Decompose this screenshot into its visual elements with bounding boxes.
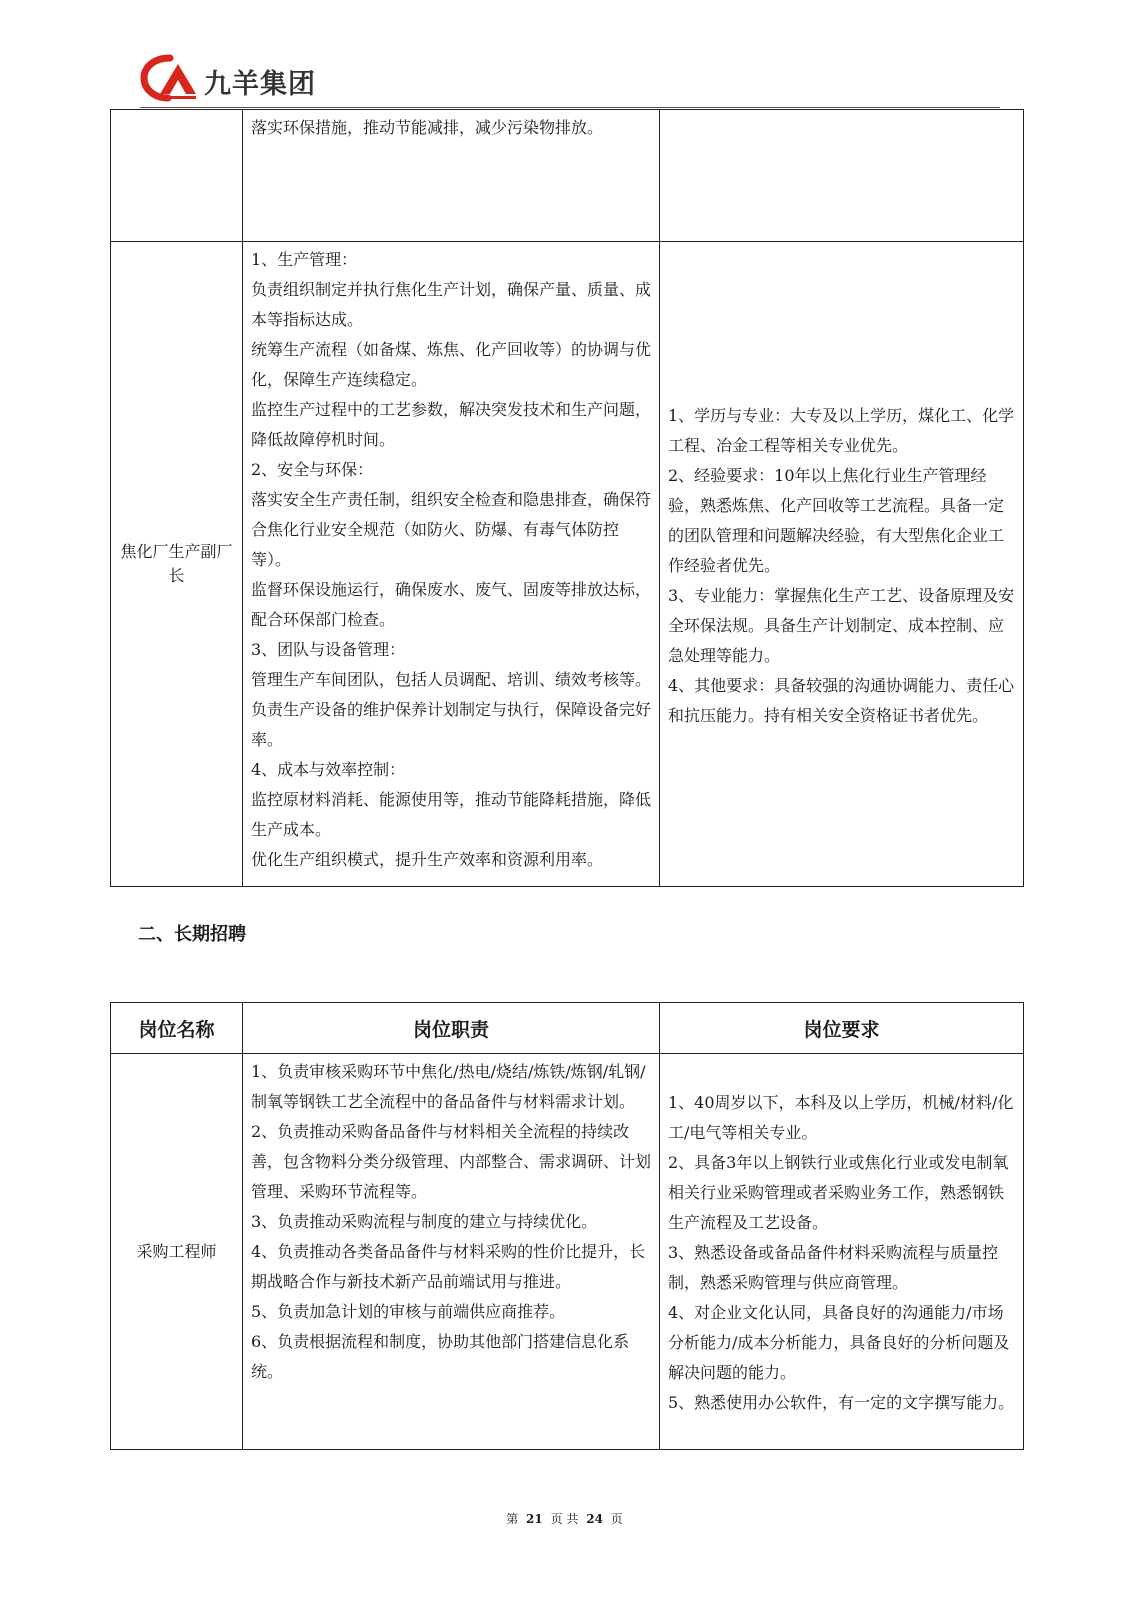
- table-row: [111, 242, 1024, 887]
- table-header-row: [111, 1003, 1024, 1054]
- section-title: 二、长期招聘: [138, 924, 246, 945]
- footer-mid: 页 共: [550, 1512, 579, 1526]
- requirement-line: 4、其他要求：具备较强的沟通协调能力、责任心和抗压能力。持有相关安全资格证书者优先。: [668, 675, 1015, 725]
- duty-line: 优化生产组织模式，提升生产效率和资源利用率。: [251, 850, 604, 869]
- long-term-positions-table: [110, 1002, 1024, 1450]
- requirement-line: 3、熟悉设备或备品备件材料采购流程与质量控制，熟悉采购管理与供应商管理。: [668, 1243, 999, 1292]
- footer-prefix: 第: [506, 1512, 519, 1526]
- duty-line: 落实环保措施，推动节能减排，减少污染物排放。: [251, 118, 604, 137]
- requirement-line: 2、具备3年以上钢铁行业或焦化行业或发电制氧相关行业采购管理或者采购业务工作，熟悉钢铁生产流程及工艺设备。: [668, 1153, 1009, 1232]
- duty-line: 管理生产车间团队，包括人员调配、培训、绩效考核等。: [251, 670, 652, 689]
- page-header: [140, 52, 1000, 108]
- requirement-line: 1、学历与专业：大专及以上学历，煤化工、化学工程、冶金工程等相关专业优先。: [668, 405, 1015, 455]
- jiuyang-logo-icon: [140, 54, 202, 102]
- requirements-cell: [660, 242, 1024, 887]
- duty-line: 1、负责审核采购环节中焦化/热电/烧结/炼铁/炼钢/轧钢/制氧等钢铁工艺全流程中的备品备件与材料需求计划。: [251, 1062, 646, 1111]
- duty-line: 3、团队与设备管理：: [251, 640, 406, 659]
- duty-line: 2、安全与环保：: [251, 460, 374, 479]
- requirement-line: 1、40周岁以下，本科及以上学历，机械/材料/化工/电气等相关专业。: [668, 1093, 1014, 1142]
- table-row: [111, 110, 1024, 242]
- duties-cell: [243, 110, 660, 242]
- requirement-line: 3、专业能力：掌握焦化生产工艺、设备原理及安全环保法规。具备生产计划制定、成本控制、应急处理等能力。: [668, 585, 1015, 665]
- duty-line: 监控生产过程中的工艺参数，解决突发技术和生产问题，降低故障停机时间。: [251, 400, 652, 449]
- company-name: 九羊集团: [204, 69, 316, 100]
- page-total: 24: [586, 1512, 603, 1526]
- page-number: 21: [526, 1512, 543, 1526]
- header-divider: [140, 107, 1000, 108]
- requirement-line: 2、经验要求：10年以上焦化行业生产管理经验，熟悉炼焦、化产回收等工艺流程。具备一定的团队管理和问题解决经验，有大型焦化企业工作经验者优先。: [668, 465, 1005, 575]
- column-header-requirements: 岗位要求: [660, 1003, 1024, 1054]
- position-name: [111, 110, 243, 242]
- requirement-line: 5、熟悉使用办公软件，有一定的文字撰写能力。: [668, 1393, 1015, 1412]
- table-row: [111, 1054, 1024, 1450]
- column-header-name: 岗位名称: [111, 1003, 243, 1054]
- requirement-line: 4、对企业文化认同，具备良好的沟通能力/市场分析能力/成本分析能力，具备良好的分析问题及解决问题的能力。: [668, 1303, 1010, 1382]
- duty-line: 5、负责加急计划的审核与前端供应商推荐。: [251, 1302, 566, 1321]
- duty-line: 4、负责推动各类备品备件与材料采购的性价比提升，长期战略合作与新技术新产品前端试用与推进。: [251, 1242, 646, 1291]
- duty-line: 监控原材料消耗、能源使用等，推动节能降耗措施，降低生产成本。: [251, 790, 652, 839]
- duty-line: 统筹生产流程（如备煤、炼焦、化产回收等）的协调与优化，保障生产连续稳定。: [251, 340, 652, 389]
- duties-cell: [243, 242, 660, 887]
- position-name: 焦化厂生产副厂长: [111, 242, 243, 887]
- duty-line: 6、负责根据流程和制度，协助其他部门搭建信息化系统。: [251, 1332, 630, 1381]
- duty-line: 落实安全生产责任制，组织安全检查和隐患排查，确保符合焦化行业安全规范（如防火、防爆、有毒气体防控等）。: [251, 490, 652, 569]
- requirements-cell: [660, 1054, 1024, 1450]
- position-name: 采购工程师: [111, 1054, 243, 1450]
- duty-line: 1、生产管理：: [251, 250, 358, 269]
- requirements-cell: [660, 110, 1024, 242]
- column-header-duties: 岗位职责: [243, 1003, 660, 1054]
- duty-line: 3、负责推动采购流程与制度的建立与持续优化。: [251, 1212, 598, 1231]
- positions-table-continued: [110, 109, 1024, 887]
- duty-line: 2、负责推动采购备品备件与材料相关全流程的持续改善，包含物料分类分级管理、内部整合、需求调研、计划管理、采购环节流程等。: [251, 1122, 652, 1201]
- page-footer: [0, 1510, 1129, 1527]
- duties-cell: [243, 1054, 660, 1450]
- duty-line: 监督环保设施运行，确保废水、废气、固废等排放达标，配合环保部门检查。: [251, 580, 652, 629]
- duty-line: 负责组织制定并执行焦化生产计划，确保产量、质量、成本等指标达成。: [251, 280, 652, 329]
- footer-suffix: 页: [610, 1512, 623, 1526]
- duty-line: 4、成本与效率控制：: [251, 760, 406, 779]
- duty-line: 负责生产设备的维护保养计划制定与执行，保障设备完好率。: [251, 700, 652, 749]
